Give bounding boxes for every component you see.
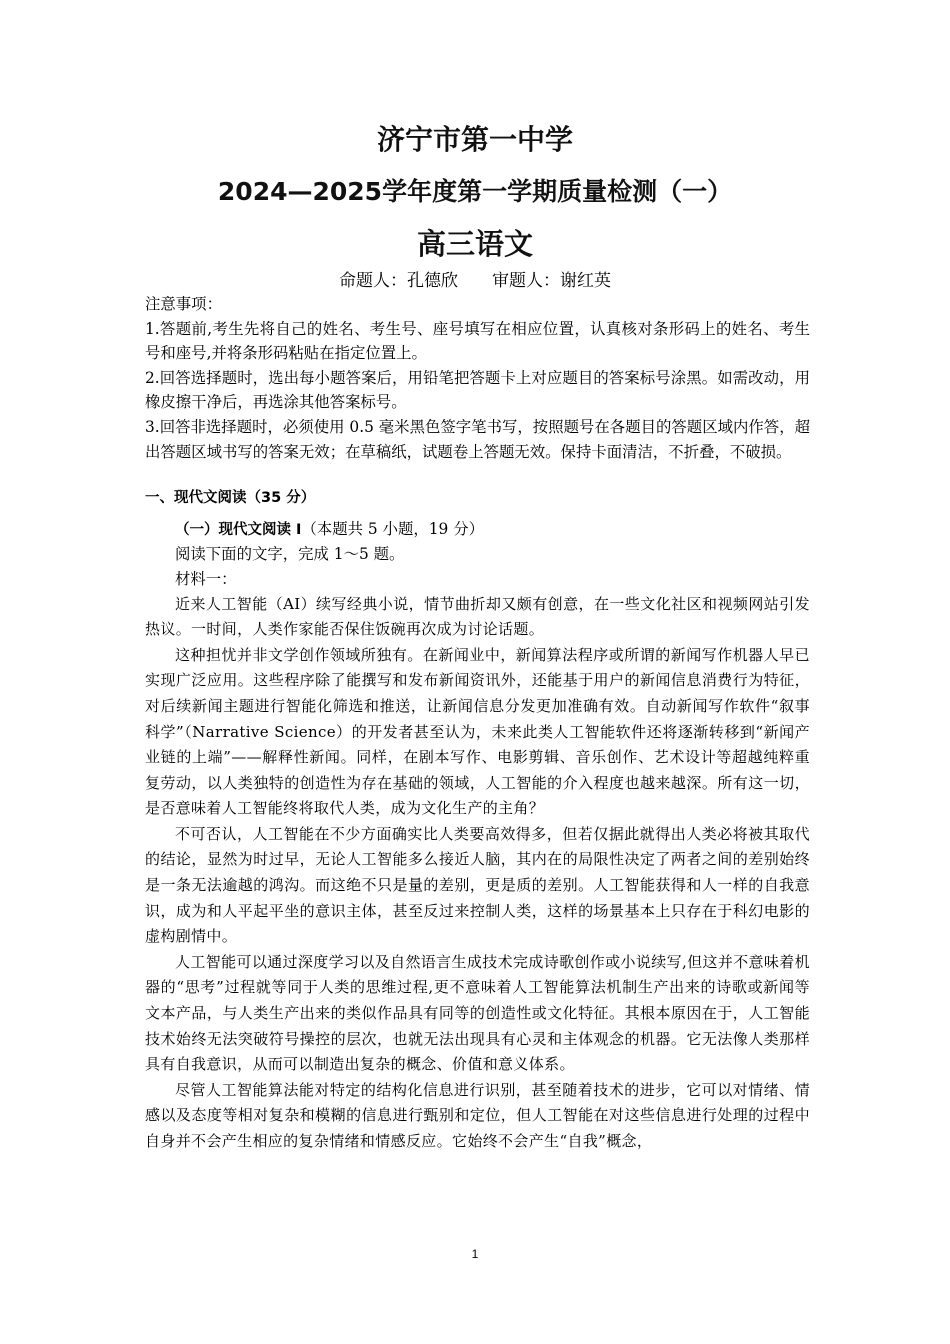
article-text [145,592,810,1155]
article-paragraph: 人工智能可以通过深度学习以及自然语言生成技术完成诗歌创作或小说续写,但这并不意味着机器的“思考”过程就等同于人类的思维过程,更不意味着人工智能算法机制生产出来的诗歌或新闻等文本产品，与人类生产出来的类似作品具有同等的创造性或文化特征。其根本原因在于，人工智能技术始终无法突破符号操控的层次，也就无法出现具有心灵和主体观念的机器。它无法像人类那样具有自我意识，从而可以制造出复杂的概念、价值和意义体系。 [145,952,810,1074]
article-paragraph: 尽管人工智能算法能对特定的结构化信息进行识别，甚至随着技术的进步，它可以对情绪、情感以及态度等相对复杂和模糊的信息进行甄别和定位，但人工智能在对这些信息进行处理的过程中自身并不会产生相应的复杂情绪和情感反应。它始终不会产生“自我”概念， [145,1080,810,1150]
reading-instruction: 阅读下面的文字，完成 1～5 题。 [175,545,405,564]
authors-line [0,266,950,291]
subsection-title: （一）现代文阅读 I [175,521,302,538]
subsection-note: （本题共 5 小题，19 分） [301,519,485,538]
subsection-heading [145,517,810,543]
notice-item: 1.答题前,考生先将自己的姓名、考生号、座号填写在相应位置，认真核对条形码上的姓名、考生号和座号,并将条形码粘贴在指定位置上。 [145,319,810,363]
document-body [145,292,810,1155]
school-name: 济宁市第一中学 [376,123,573,156]
article-paragraph: 近来人工智能（AI）续写经典小说，情节曲折却又颇有创意，在一些文化社区和视频网站引发热议。一时间，人类作家能否保住饭碗再次成为讨论话题。 [145,594,810,639]
notice-heading: 注意事项： [145,295,222,313]
question-reviewer: 审题人：谢红英 [492,271,611,291]
notice-item: 2.回答选择题时，选出每小题答案后，用铅笔把答题卡上对应题目的答案标号涂黑。如需改动，用橡皮擦干净后，再选涂其他答案标号。 [145,368,810,412]
article-paragraph: 这种担忧并非文学创作领域所独有。在新闻业中，新闻算法程序或所谓的新闻写作机器人早已实现广泛应用。这些程序除了能撰写和发布新闻资讯外，还能基于用户的新闻信息消费行为特征，对后续新闻主题进行智能化筛选和推送，让新闻信息分发更加准确有效。自动新闻写作软件“叙事科学”（Narrative Science）的开发者甚至认为，未来此类人工智能软件还将逐渐转移到“新闻产业链的上端”——解释性新闻。同样，在剧本写作、电影剪辑、音乐创作、艺术设计等超越纯粹重复劳动，以人类独特的创造性为存在基础的领域，人工智能的介入程度也越来越深。所有这一切，是否意味着人工智能终将取代人类，成为文化生产的主角？ [145,645,810,818]
notice-item: 3.回答非选择题时，必须使用 0.5 毫米黑色签字笔书写，按照题号在各题目的答题区域内作答，超出答题区域书写的答案无效；在草稿纸，试题卷上答题无效。保持卡面清洁，不折叠，不破损。 [145,417,810,461]
page-number: 1 [471,1247,479,1261]
article-paragraph: 不可否认，人工智能在不少方面确实比人类要高效得多，但若仅据此就得出人类必将被其取代的结论，显然为时过早，无论人工智能多么接近人脑，其内在的局限性决定了两者之间的差别始终是一条无法逾越的鸿沟。而这绝不只是量的差别，更是质的差别。人工智能获得和人一样的自我意识，成为和人平起平坐的意识主体，甚至反过来控制人类，这样的场景基本上只存在于科幻电影的虚构剧情中。 [145,824,810,946]
question-setter: 命题人：孔德欣 [339,271,458,291]
section-heading: 一、现代文阅读（35 分） [145,490,316,507]
material-label: 材料一： [175,569,237,588]
subject-title: 高三语文 [416,227,533,261]
exam-title: 2024—2025学年度第一学期质量检测（一） [217,177,733,206]
